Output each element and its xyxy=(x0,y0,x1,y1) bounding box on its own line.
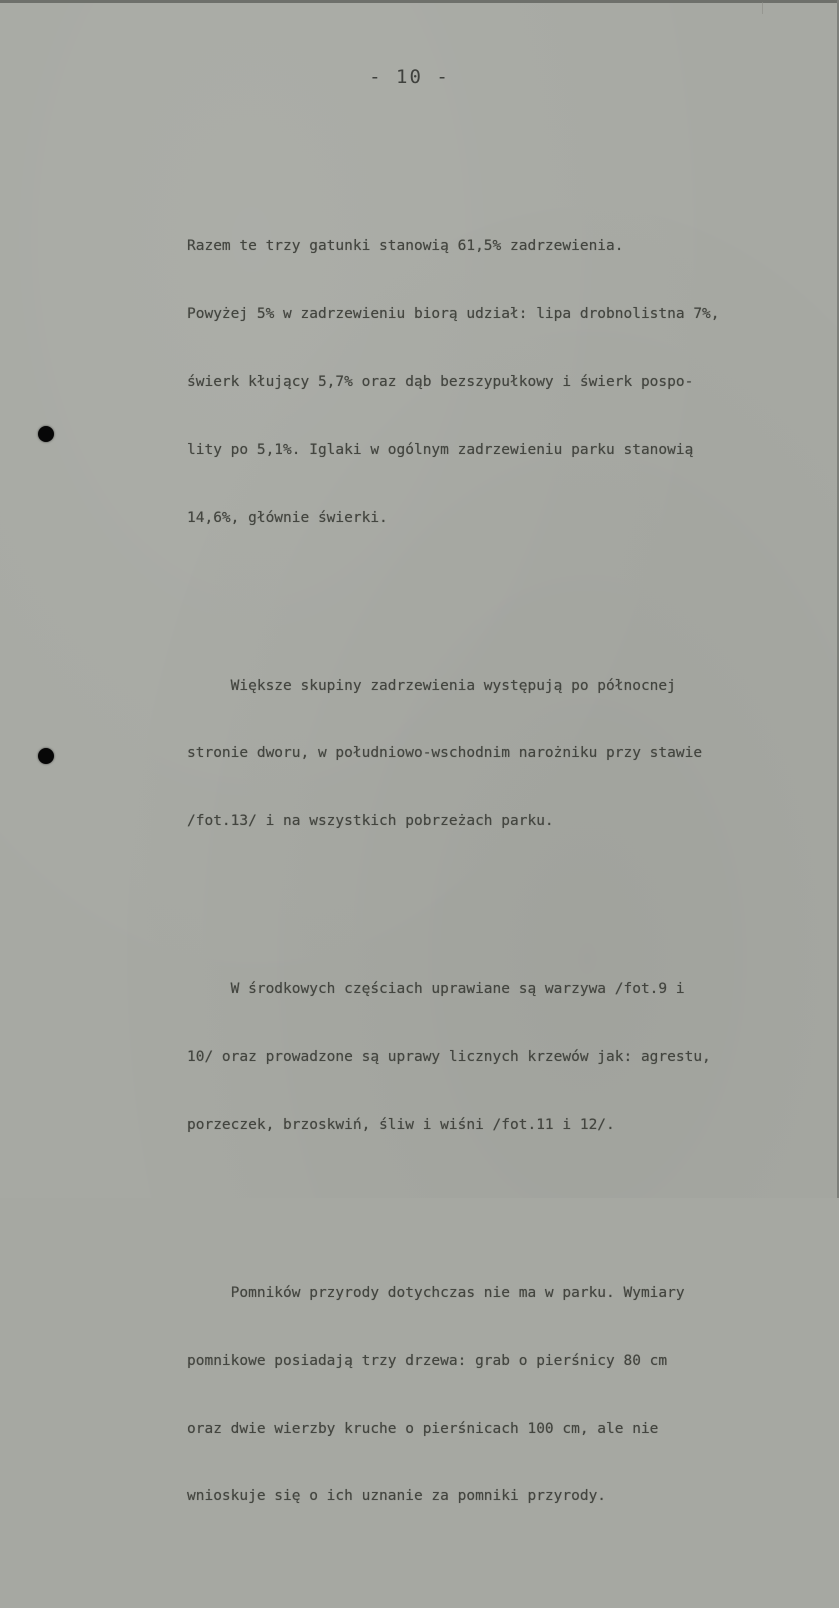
paragraph-1 xyxy=(187,190,817,574)
text-line: W środkowych częściach uprawiane są warzywa /fot.9 i xyxy=(187,981,685,998)
text-line: oraz dwie wierzby kruche o pierśnicach 100 cm, ale nie xyxy=(187,1420,659,1437)
text-line: Większe skupiny zadrzewienia występują po północnej xyxy=(187,677,676,694)
punch-hole-bottom xyxy=(38,748,54,764)
paragraph-4 xyxy=(187,1237,817,1553)
text-line: Pomników przyrody dotychczas nie ma w parku. Wymiary xyxy=(187,1285,685,1302)
text-line: pomnikowe posiadają trzy drzewa: grab o pierśnicy 80 cm xyxy=(187,1352,668,1369)
page-top-edge xyxy=(0,0,839,3)
punch-hole-top xyxy=(38,426,54,442)
paragraph-2 xyxy=(187,629,817,878)
page-number: - 10 - xyxy=(369,66,450,88)
paragraph-3 xyxy=(187,933,817,1182)
scan-corner-mark xyxy=(762,2,833,14)
text-line: 14,6%, głównie świerki. xyxy=(187,509,388,526)
text-line: porzeczek, brzoskwiń, śliw i wiśni /fot.11 i 12/. xyxy=(187,1116,615,1133)
text-line: świerk kłujący 5,7% oraz dąb bezszypułkowy i świerk pospo- xyxy=(187,373,694,390)
text-line: /fot.13/ i na wszystkich pobrzeżach parku. xyxy=(187,813,554,830)
text-line: wnioskuje się o ich uznanie za pomniki przyrody. xyxy=(187,1488,607,1505)
text-line: stronie dworu, w południowo-wschodnim narożniku przy stawie xyxy=(187,745,703,762)
text-line: 10/ oraz prowadzone są uprawy licznych krzewów jak: agrestu, xyxy=(187,1049,711,1066)
text-line: Razem te trzy gatunki stanowią 61,5% zadrzewienia. xyxy=(187,238,624,255)
text-line: lity po 5,1%. Iglaki w ogólnym zadrzewieniu parku stanowią xyxy=(187,441,694,458)
body-text xyxy=(187,145,817,1608)
text-line: Powyżej 5% w zadrzewieniu biorą udział: lipa drobnolistna 7%, xyxy=(187,306,720,323)
